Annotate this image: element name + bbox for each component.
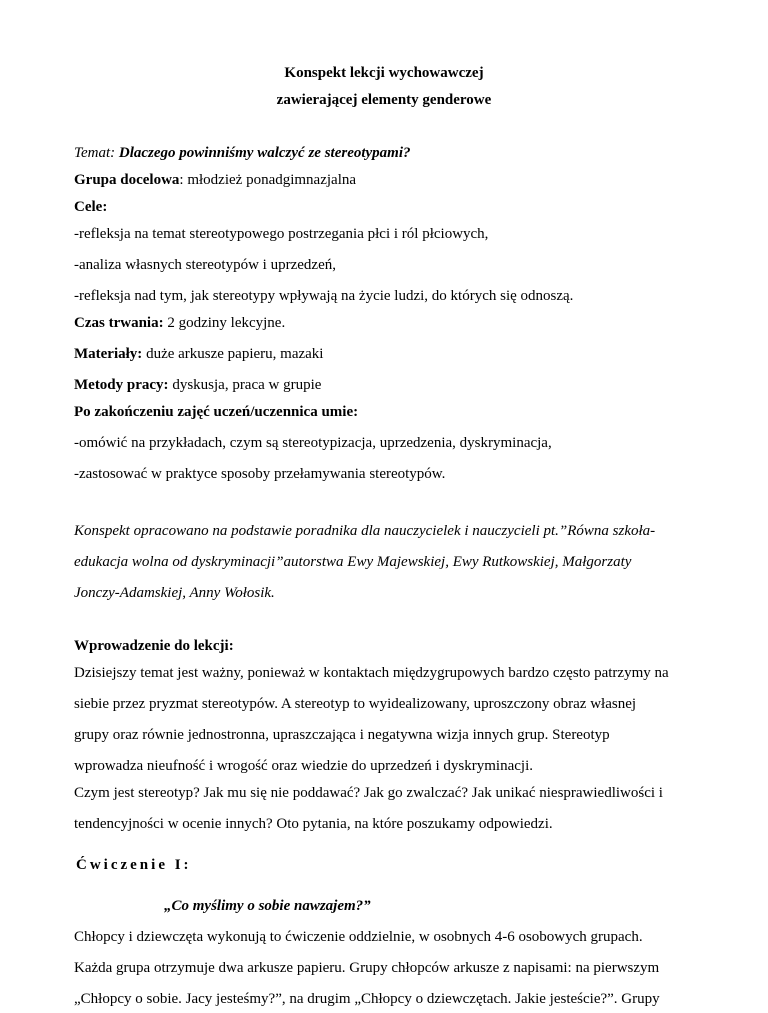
intro-line: siebie przez pryzmat stereotypów. A stereotyp to wyidealizowany, uproszczony obraz własnej — [74, 696, 637, 712]
spacer — [74, 114, 694, 140]
spacer — [74, 607, 694, 633]
target-group-label: Grupa docelowa — [74, 172, 180, 188]
source-note-line: Konspekt opracowano na podstawie poradnika dla nauczycielek i nauczycieli pt.”Równa szkoła- — [74, 523, 656, 539]
exercise-line: „Chłopcy o sobie. Jacy jesteśmy?”, na drugim „Chłopcy o dziewczętach. Jakie jesteście?”. Grupy — [74, 991, 660, 1007]
materials-label: Materiały: — [74, 346, 143, 362]
methods-value: dyskusja, praca w grupie — [168, 377, 322, 393]
methods-line — [74, 372, 694, 399]
document-title-line-1: Konspekt lekcji wychowawczej — [284, 65, 484, 81]
duration-label: Czas trwania: — [74, 315, 164, 331]
goal-item: -refleksja nad tym, jak stereotypy wpływają na życie ludzi, do których się odnoszą. — [74, 288, 574, 304]
intro-line: wprowadza nieufność i wrogość oraz wiedzie do uprzedzeń i dyskryminacji. — [74, 758, 534, 774]
exercise-heading: Ćwiczenie I: — [76, 857, 192, 873]
materials-line — [74, 341, 694, 368]
intro-line: Czym jest stereotyp? Jak mu się nie poddawać? Jak go zwalczać? Jak unikać niesprawiedliwości i — [74, 785, 663, 801]
source-note-line: edukacja wolna od dyskryminacji”autorstwa Ewy Majewskiej, Ewy Rutkowskiej, Małgorzaty — [74, 554, 632, 570]
goals-heading: Cele: — [74, 199, 108, 215]
document-title-line-2: zawierającej elementy genderowe — [276, 92, 492, 108]
methods-label: Metody pracy: — [74, 377, 169, 393]
target-group-value: : młodzież ponadgimnazjalna — [179, 172, 357, 188]
duration-value: 2 godziny lekcyjne. — [163, 315, 286, 331]
intro-line: tendencyjności w ocenie innych? Oto pytania, na które poszukamy odpowiedzi. — [74, 816, 553, 832]
intro-line: Dzisiejszy temat jest ważny, ponieważ w kontaktach międzygrupowych bardzo często patrzymy na — [74, 665, 669, 681]
goal-item: -refleksja na temat stereotypowego postrzegania płci i ról płciowych, — [74, 226, 489, 242]
materials-value: duże arkusze papieru, mazaki — [142, 346, 324, 362]
topic-label: Temat — [74, 145, 111, 161]
exercise-line: Chłopcy i dziewczęta wykonują to ćwiczenie oddzielnie, w osobnych 4-6 osobowych grupach. — [74, 929, 643, 945]
exercise-title: „Co myślimy o sobie nawzajem?” — [164, 898, 371, 914]
spacer — [74, 488, 694, 514]
duration-line — [74, 310, 694, 337]
outcomes-heading: Po zakończeniu zajęć uczeń/uczennica umie: — [74, 404, 359, 420]
intro-heading: Wprowadzenie do lekcji: — [74, 638, 234, 654]
spacer — [74, 879, 694, 893]
goal-item: -analiza własnych stereotypów i uprzedzeń, — [74, 257, 336, 273]
source-note-line: Jonczy-Adamskiej, Anny Wołosik. — [74, 585, 275, 601]
topic-value: Dlaczego powinniśmy walczyć ze stereotypami? — [118, 145, 411, 161]
topic-separator: : — [110, 145, 119, 161]
outcome-item: -omówić na przykładach, czym są stereotypizacja, uprzedzenia, dyskryminacja, — [74, 435, 552, 451]
intro-line: grupy oraz równie jednostronna, upraszczająca i negatywna wizja innych grup. Stereotyp — [74, 727, 610, 743]
topic-line — [74, 140, 694, 167]
exercise-line: Każda grupa otrzymuje dwa arkusze papieru. Grupy chłopców arkusze z napisami: na pierwszym — [74, 960, 660, 976]
outcome-item: -zastosować w praktyce sposoby przełamywania stereotypów. — [74, 466, 446, 482]
spacer — [74, 838, 694, 852]
target-group-line — [74, 167, 694, 194]
